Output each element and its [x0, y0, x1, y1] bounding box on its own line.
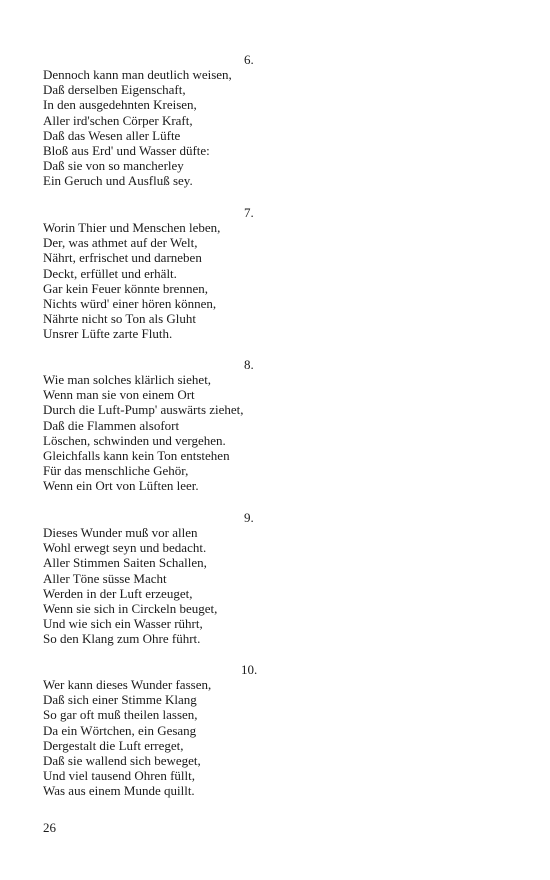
- verse-line: Nährt, erfrischet und darneben: [43, 250, 202, 266]
- verse-line: Wohl erwegt seyn und bedacht.: [43, 540, 207, 556]
- stanza-number-8: 8.: [244, 357, 254, 372]
- verse-line: Wie man solches klärlich siehet,: [43, 372, 212, 387]
- stanza-8: [43, 372, 283, 494]
- verse-line: Daß das Wesen aller Lüfte: [43, 127, 181, 143]
- verse-line: Da ein Wörtchen, ein Gesang: [43, 722, 197, 738]
- verse-line: Unsrer Lüfte zarte Fluth.: [43, 326, 173, 342]
- verse-line: Dennoch kann man deutlich weisen,: [43, 67, 232, 82]
- verse-line: Nichts würd' einer hören können,: [43, 296, 217, 312]
- stanza-number-6: 6.: [244, 52, 254, 67]
- verse-line: Wenn man sie von einem Ort: [43, 387, 195, 403]
- verse-line: Nährte nicht so Ton als Gluht: [43, 311, 197, 327]
- verse-line: Deckt, erfüllet und erhält.: [43, 265, 177, 281]
- verse-line: Aller Töne süsse Macht: [43, 570, 167, 586]
- verse-line: Ein Geruch und Ausfluß sey.: [43, 173, 193, 189]
- verse-line: Für das menschliche Gehör,: [43, 463, 189, 479]
- stanza-7: [43, 220, 283, 342]
- verse-line: Wer kann dieses Wunder fassen,: [43, 677, 212, 692]
- verse-line: So den Klang zum Ohre führt.: [43, 631, 201, 647]
- verse-line: Daß die Flammen alsofort: [43, 417, 180, 433]
- verse-line: Dieses Wunder muß vor allen: [43, 525, 198, 540]
- verse-line: Bloß aus Erd' und Wasser düfte:: [43, 143, 210, 159]
- stanza-9: [43, 525, 283, 647]
- verse-line: Aller Stimmen Saiten Schallen,: [43, 555, 207, 571]
- verse-line: Durch die Luft-Pump' auswärts ziehet,: [43, 402, 244, 418]
- stanza-6: [43, 67, 283, 189]
- verse-line: Und wie sich ein Wasser rührt,: [43, 616, 203, 632]
- verse-line: Aller ird'schen Cörper Kraft,: [43, 112, 193, 128]
- verse-line: Worin Thier und Menschen leben,: [43, 220, 221, 235]
- verse-line: Wenn ein Ort von Lüften leer.: [43, 478, 199, 494]
- stanza-number-10: 10.: [241, 662, 258, 677]
- verse-line: Daß sich einer Stimme Klang: [43, 692, 197, 708]
- stanza-number-9: 9.: [244, 510, 254, 525]
- verse-line: Daß sie von so mancherley: [43, 158, 184, 174]
- verse-line: Daß sie wallend sich beweget,: [43, 753, 201, 769]
- stanza-10: [43, 677, 283, 799]
- verse-line: Werden in der Luft erzeuget,: [43, 585, 193, 601]
- verse-line: Gar kein Feuer könnte brennen,: [43, 280, 208, 296]
- verse-line: Was aus einem Munde quillt.: [43, 783, 195, 799]
- verse-line: Gleichfalls kann kein Ton entstehen: [43, 448, 230, 464]
- verse-line: Wenn sie sich in Circkeln beuget,: [43, 601, 218, 617]
- verse-line: In den ausgedehnten Kreisen,: [43, 97, 197, 113]
- verse-line: Daß derselben Eigenschaft,: [43, 82, 186, 98]
- verse-line: Dergestalt die Luft erreget,: [43, 737, 184, 753]
- stanza-number-7: 7.: [244, 205, 254, 220]
- verse-line: So gar oft muß theilen lassen,: [43, 707, 198, 723]
- verse-line: Löschen, schwinden und vergehen.: [43, 432, 226, 448]
- verse-line: Der, was athmet auf der Welt,: [43, 235, 198, 251]
- verse-line: Und viel tausend Ohren füllt,: [43, 768, 195, 784]
- page-number: 26: [43, 820, 56, 835]
